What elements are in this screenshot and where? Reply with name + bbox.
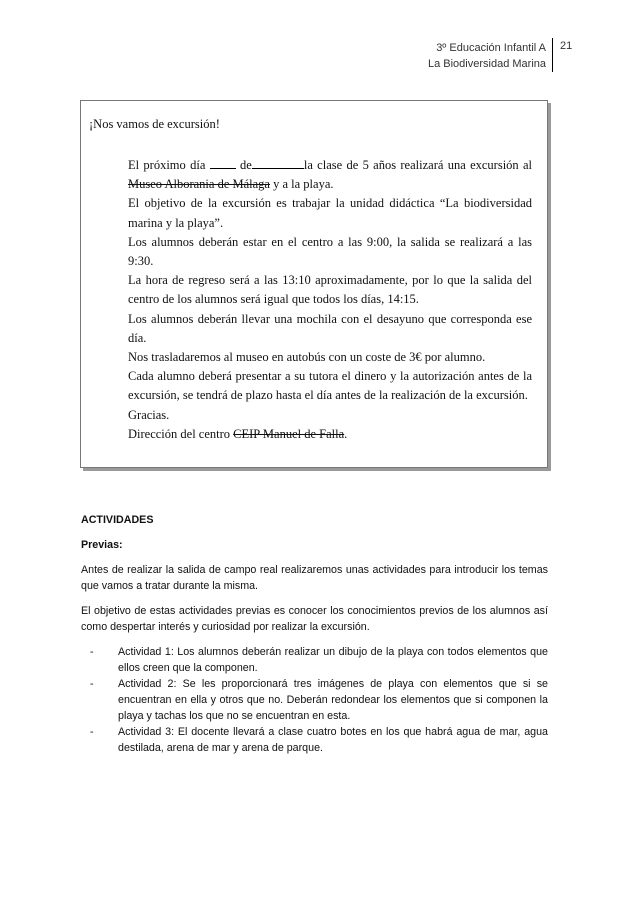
objective-paragraph: El objetivo de estas actividades previas es conocer los conocimientos previos de los alumnos así como despertar interés y curiosidad por realizar la excursión.	[81, 605, 548, 633]
notice-paragraph	[128, 425, 532, 444]
notice-paragraph: El objetivo de la excursión es trabajar la unidad didáctica “La biodiversidad marina y la playa”.	[128, 196, 532, 230]
list-item	[81, 644, 548, 676]
activity-text: Actividad 1: Los alumnos deberán realizar un dibujo de la playa con todos elementos que ellos creen que la componen.	[118, 646, 548, 674]
header-unit-title: La Biodiversidad Marina	[427, 58, 546, 70]
notice-text: y a la playa.	[269, 177, 334, 192]
notice-paragraph: La hora de regreso será a las 13:10 aproximadamente, por lo que la salida del centro de los alumnos será igual que todos los días, 14:15.	[128, 273, 532, 307]
month-blank	[252, 158, 304, 169]
museum-name: Museo Alborania de Málaga	[128, 177, 270, 192]
list-dash: -	[90, 646, 94, 658]
notice-paragraph: Los alumnos deberán llevar una mochila con el desayuno que corresponda ese día.	[128, 311, 532, 345]
activity-text: Actividad 2: Se les proporcionará tres imágenes de playa con elementos que si se encuentran en ella y otros que no. Deberán redondear los elementos que si componen la playa y tachas los que no se encuentran en esta.	[118, 678, 548, 722]
notice-body	[128, 156, 532, 444]
activity-list	[81, 644, 548, 756]
header-divider	[552, 38, 553, 72]
school-name: CEIP Manuel de Falla	[233, 426, 345, 441]
notice-text: la clase de 5 años realizará una excursión al	[303, 158, 533, 172]
page-number: 21	[560, 40, 573, 52]
notice-text: El próximo día	[128, 158, 206, 172]
intro-paragraph: Antes de realizar la salida de campo real realizaremos unas actividades para introducir los temas que vamos a tratar durante la misma.	[81, 564, 548, 592]
excursion-notice-box	[80, 100, 548, 468]
section-subheading: Previas:	[81, 539, 123, 551]
notice-paragraph: Nos trasladaremos al museo en autobús con un coste de 3€ por alumno.	[128, 350, 486, 365]
notice-text: Dirección del centro	[128, 426, 234, 441]
list-item	[81, 676, 548, 724]
notice-paragraph	[128, 156, 532, 194]
notice-paragraph: Los alumnos deberán estar en el centro a las 9:00, la salida se realizará a las 9:30.	[128, 234, 532, 269]
list-item	[81, 724, 548, 756]
notice-paragraph: Gracias.	[128, 407, 170, 422]
notice-greeting: ¡Nos vamos de excursión!	[89, 117, 220, 131]
list-dash: -	[90, 678, 94, 690]
notice-paragraph: Cada alumno deberá presentar a su tutora el dinero y la autorización antes de la excursión, se tendrá de plazo hasta el día antes de la realización de la excursión.	[128, 369, 532, 403]
page-header	[380, 40, 546, 72]
activity-text: Actividad 3: El docente llevará a clase cuatro botes en los que habrá agua de mar, agua destilada, arena de mar y arena de parque.	[118, 726, 548, 754]
notice-text: de	[240, 158, 252, 172]
list-dash: -	[90, 726, 94, 738]
day-blank	[210, 158, 236, 169]
notice-text: .	[344, 426, 348, 441]
header-course: 3º Educación Infantil A	[436, 42, 546, 54]
section-heading: ACTIVIDADES	[81, 514, 154, 526]
activities-section	[81, 512, 548, 756]
